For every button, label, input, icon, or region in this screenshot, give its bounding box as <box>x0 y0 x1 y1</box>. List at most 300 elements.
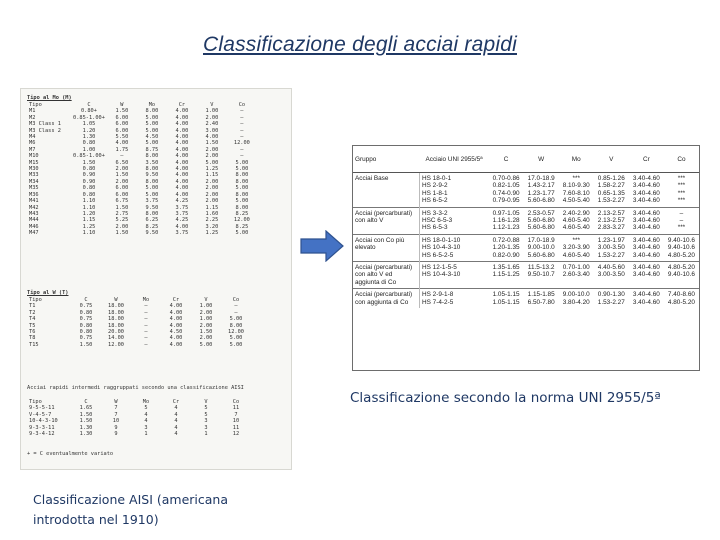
table-cell: 7.40-8.60 <box>667 291 695 299</box>
table-cell: 0.80 <box>82 166 96 173</box>
table-cell: M6 <box>29 140 36 147</box>
steel-group-row <box>353 289 699 308</box>
section-w-title: Tipo al W (T) <box>27 290 69 296</box>
table-cell: – <box>679 217 684 225</box>
group-column <box>489 173 524 208</box>
table-cell: 12 <box>232 431 240 438</box>
table-cell: *** <box>677 189 686 197</box>
table-cell: M15 <box>29 159 39 166</box>
table-cell: 3.40-4.60 <box>632 224 660 232</box>
column-header: V <box>210 102 214 108</box>
table-cell: M3 Class 1 <box>29 121 61 128</box>
table-cell: 4.00 <box>175 159 189 166</box>
group-name: Acciai (percarburati) con alto V ed aggiunta di Co <box>353 262 420 289</box>
table-cell: – <box>679 209 684 217</box>
group-column <box>420 262 489 289</box>
table-cell: 5.00 <box>235 159 249 166</box>
table-cell: 8.00 <box>145 178 159 185</box>
section-mo-title: Tipo al Mo (M) <box>27 95 72 101</box>
table-cell: 0.80 <box>82 140 96 147</box>
table-cell: 9.40-10.6 <box>667 271 695 279</box>
table-cell: 8.00 <box>235 191 249 198</box>
table-cell: 4.00 <box>175 127 189 134</box>
table-cell: 11.5-13.2 <box>527 264 555 272</box>
table-cell: 1.16-1.28 <box>492 217 520 225</box>
table-cell: M3 Class 2 <box>29 127 61 134</box>
group-column <box>489 262 524 289</box>
table-cell: 6.00 <box>115 114 129 121</box>
table-cell: 3.20 <box>205 223 219 230</box>
group-column <box>559 289 594 308</box>
table-cell: 1.10 <box>82 204 96 211</box>
column-header: W <box>114 297 118 303</box>
table-cell: 4.00 <box>169 341 183 348</box>
table-cell: HS 3-3-2 <box>422 209 448 217</box>
table-cell: 3.40-4.60 <box>632 251 660 259</box>
column-header: Cr <box>172 399 180 405</box>
table-cell: 0.70-0.86 <box>492 175 520 182</box>
table-cell: 0.72-0.88 <box>492 236 520 244</box>
table-cell: 8.00 <box>235 204 249 211</box>
group-column <box>594 262 629 289</box>
table-cell: 8.25 <box>145 223 159 230</box>
table-cell: 0.75 <box>79 303 93 310</box>
table-cell: T5 <box>29 322 36 329</box>
column-header: C <box>87 102 91 108</box>
table-cell: 5.50 <box>115 134 129 141</box>
table-cell: 10-4-3-10 <box>29 418 58 425</box>
table-cell: 2.40-2.90 <box>562 209 590 217</box>
column-header: Co <box>232 399 240 405</box>
table-cell: 3.40-4.60 <box>632 264 660 272</box>
table-cell: 9.00-10.0 <box>562 291 590 299</box>
group-column <box>524 173 559 208</box>
table-cell: 1.25 <box>82 223 96 230</box>
table-cell: 0.90 <box>82 172 96 179</box>
table-cell: 2.60-3.40 <box>562 271 590 279</box>
table-cell: 12.00 <box>233 217 250 224</box>
table-cell: 17.0-18.9 <box>527 236 555 244</box>
table-cell: 3.75 <box>175 210 189 217</box>
table-cell: M41 <box>29 198 39 205</box>
table-cell: – <box>144 322 148 329</box>
column-header: W <box>524 146 559 173</box>
slide-title: Classificazione degli acciai rapidi <box>203 33 517 56</box>
table-cell: 1.12-1.23 <box>492 224 520 232</box>
table-cell: 2.00 <box>115 166 129 173</box>
column-header: Cr <box>172 297 180 303</box>
table-cell: 9-3-4-12 <box>29 431 55 438</box>
table-cell: 5.00 <box>235 230 249 237</box>
column-header: Mo <box>142 297 150 303</box>
table-cell: 4.00 <box>169 335 183 342</box>
table-cell: 9.50 <box>145 230 159 237</box>
column-header: C <box>84 399 88 405</box>
column-header: Cr <box>178 102 186 108</box>
table-cell: M46 <box>29 223 39 230</box>
table-cell: M47 <box>29 230 39 237</box>
table-cell: 9-5-5-11 <box>29 405 55 412</box>
table-cell: 4.00 <box>115 140 129 147</box>
table-cell: 2.83-3.27 <box>597 224 625 232</box>
table-cell: 0.85-1.00+ <box>73 153 105 160</box>
table-cell: 1.50 <box>79 341 93 348</box>
column-header: Tipo <box>29 297 42 303</box>
table-cell: 0.65-1.35 <box>597 189 625 197</box>
table-cell: 8.00 <box>145 108 159 115</box>
table-cell: – <box>144 341 148 348</box>
aisi-mo-table <box>27 102 257 237</box>
table-cell: M44 <box>29 217 39 224</box>
table-row <box>27 342 251 348</box>
column-header: Cr <box>629 146 664 173</box>
table-cell: 5.00 <box>145 140 159 147</box>
table-cell: 1 <box>204 431 208 438</box>
table-cell: 4 <box>144 411 148 418</box>
table-cell: 1.30 <box>79 431 93 438</box>
table-cell: 10 <box>112 418 120 425</box>
table-cell: HS 2-9-1-8 <box>422 291 454 299</box>
table-cell: 2.00 <box>115 178 129 185</box>
table-cell: 4 <box>174 405 178 412</box>
table-cell: 4 <box>174 418 178 425</box>
column-header: V <box>594 146 629 173</box>
table-cell: 4.00 <box>175 114 189 121</box>
table-cell: T8 <box>29 335 36 342</box>
table-cell: HS 1-8-1 <box>422 189 448 197</box>
table-cell: M10 <box>29 153 39 160</box>
group-column <box>664 289 699 308</box>
table-cell: 6.00 <box>115 191 129 198</box>
table-cell: 4.00 <box>175 191 189 198</box>
table-cell: 4.00 <box>175 134 189 141</box>
table-cell: 4.50 <box>169 329 183 336</box>
column-header: Mo <box>559 146 594 173</box>
table-cell: 1.00 <box>82 146 96 153</box>
table-cell: – <box>240 146 244 153</box>
table-cell: 3.40-4.60 <box>632 182 660 190</box>
table-cell: M2 <box>29 114 36 121</box>
table-cell: 3.80-4.20 <box>562 298 590 306</box>
table-cell: 18.00 <box>108 303 124 310</box>
table-cell: 2.00 <box>115 223 129 230</box>
column-header: W <box>120 102 124 108</box>
table-cell: 1.50 <box>115 204 129 211</box>
table-cell: 0.74-0.90 <box>492 189 520 197</box>
group-column <box>629 173 664 208</box>
table-cell: 2.13-2.57 <box>597 217 625 225</box>
table-cell: 18.00 <box>108 322 124 329</box>
table-cell: 3.40-4.60 <box>632 298 660 306</box>
right-arrow-icon <box>300 230 344 262</box>
table-cell: 1.43-2.17 <box>527 182 555 190</box>
table-cell: 3.40-4.60 <box>632 271 660 279</box>
group-column <box>594 173 629 208</box>
table-cell: 2.00 <box>205 178 219 185</box>
table-cell: 18.00 <box>108 316 124 323</box>
column-header: C <box>84 297 88 303</box>
table-cell: 7 <box>114 411 118 418</box>
table-cell: 1.05-1.15 <box>492 298 520 306</box>
table-cell: HS 10-4-3-10 <box>422 244 461 252</box>
table-cell: 9.40-10.6 <box>667 236 695 244</box>
table-cell: 20.00 <box>108 329 124 336</box>
table-cell: M30 <box>29 166 39 173</box>
table-cell: 1.60 <box>205 210 219 217</box>
table-cell: – <box>234 309 238 316</box>
table-cell: 4.00 <box>175 153 189 160</box>
table-cell: 4.00 <box>169 316 183 323</box>
table-cell: 2.13-2.57 <box>597 209 625 217</box>
table-cell: 1.15-1.85 <box>527 291 555 299</box>
table-cell: 3.40-4.60 <box>632 236 660 244</box>
steel-group-row <box>353 207 699 234</box>
table-cell: – <box>120 153 124 160</box>
table-cell: – <box>240 134 244 141</box>
group-name: Acciai Base <box>353 173 420 208</box>
table-cell: – <box>240 121 244 128</box>
table-cell: 4.00 <box>175 172 189 179</box>
table-cell: 1.30 <box>79 424 93 431</box>
table-cell: 1.20 <box>82 210 96 217</box>
table-cell: – <box>144 329 148 336</box>
table-cell: 1.53-2.27 <box>597 197 625 205</box>
table-cell: 4.00 <box>175 108 189 115</box>
table-cell: 4.00 <box>169 309 183 316</box>
table-cell: 2.00 <box>199 322 213 329</box>
table-cell: 2.53-0.57 <box>527 209 555 217</box>
table-cell: 1.23-1.97 <box>597 236 625 244</box>
table-cell: 3.40-4.60 <box>632 189 660 197</box>
table-cell: 2.25 <box>205 217 219 224</box>
aisi-footnote: + = C eventualmente variato <box>27 451 114 457</box>
table-cell: 5 <box>204 411 208 418</box>
table-cell: 7 <box>234 411 238 418</box>
caption-aisi: Classificazione AISI (americana introdotta nel 1910) <box>33 492 228 527</box>
group-column <box>420 234 489 261</box>
table-cell: 0.85-1.00+ <box>73 114 105 121</box>
table-cell: 4 <box>174 424 178 431</box>
table-cell: M4 <box>29 134 36 141</box>
table-cell: 4.00 <box>169 303 183 310</box>
table-cell: 8.25 <box>235 210 249 217</box>
table-cell: 6.00 <box>115 127 129 134</box>
column-header: V <box>204 297 208 303</box>
table-cell: 4.00 <box>175 185 189 192</box>
table-cell: 4.00 <box>175 166 189 173</box>
group-column <box>629 234 664 261</box>
table-cell: 2.00 <box>199 335 213 342</box>
group-column <box>629 207 664 234</box>
group-column <box>489 207 524 234</box>
table-cell: 3.75 <box>175 204 189 211</box>
table-cell: 3.40-4.60 <box>632 244 660 252</box>
group-column <box>629 289 664 308</box>
table-cell: 0.80 <box>82 185 96 192</box>
table-cell: 5.00 <box>145 114 159 121</box>
table-cell: – <box>144 309 148 316</box>
aisi-intermediate-table <box>27 399 251 437</box>
table-cell: 4.00 <box>169 322 183 329</box>
table-cell: 9.50-10.7 <box>527 271 555 279</box>
table-cell: M36 <box>29 191 39 198</box>
table-cell: 4.00 <box>175 146 189 153</box>
table-cell: 1.35-1.65 <box>492 264 520 272</box>
table-cell: 5 <box>144 405 148 412</box>
table-cell: 5.00 <box>145 185 159 192</box>
uni-classification-table <box>352 145 700 371</box>
table-cell: 6.50-7.80 <box>527 298 555 306</box>
table-cell: 8.00 <box>145 166 159 173</box>
table-cell: 0.75 <box>79 316 93 323</box>
table-cell: 3.20-3.90 <box>562 244 590 252</box>
table-cell: 6.00 <box>115 121 129 128</box>
table-cell: 11 <box>232 405 240 412</box>
group-column <box>559 262 594 289</box>
group-name: Acciai con Co più elevato <box>353 234 420 261</box>
table-cell: 3.40-4.60 <box>632 175 660 182</box>
table-cell: 5 <box>204 405 208 412</box>
table-cell: 2.00 <box>205 153 219 160</box>
table-cell: 4.00 <box>175 223 189 230</box>
table-cell: 1.25 <box>205 166 219 173</box>
table-cell: 2.75 <box>115 210 129 217</box>
table-cell: M1 <box>29 108 36 115</box>
table-cell: HS 18-0-1 <box>422 175 452 182</box>
table-cell: 1.65 <box>79 405 93 412</box>
table-cell: T15 <box>29 341 39 348</box>
table-cell: 0.90-1.30 <box>597 291 625 299</box>
table-cell: 3.40-4.60 <box>632 291 660 299</box>
table-cell: 8.00 <box>145 210 159 217</box>
table-cell: 3.40-4.60 <box>632 209 660 217</box>
table-cell: 1.50 <box>79 411 93 418</box>
table-cell: 5.00 <box>229 316 243 323</box>
table-cell: 4.50-5.40 <box>562 197 590 205</box>
table-cell: HS 12-1-5-5 <box>422 264 457 272</box>
table-cell: 0.97-1.05 <box>492 209 520 217</box>
group-name: Acciai (percarburati) con aggiunta di Co <box>353 289 420 308</box>
table-cell: 5.00 <box>235 198 249 205</box>
table-cell: – <box>234 303 238 310</box>
table-cell: 3.00 <box>205 127 219 134</box>
table-cell: 4.80-5.20 <box>667 264 695 272</box>
table-cell: 9.50 <box>145 204 159 211</box>
table-cell: 1.20 <box>82 127 96 134</box>
table-cell: 8.00 <box>145 153 159 160</box>
group-column <box>420 207 489 234</box>
table-cell: 4.60-5.40 <box>562 251 590 259</box>
table-cell: 5.60-6.80 <box>527 217 555 225</box>
group-column <box>524 289 559 308</box>
aisi-note: Acciai rapidi intermedi raggruppati secondo una classificazione AISI <box>27 385 244 391</box>
table-cell: 2.00 <box>205 185 219 192</box>
table-cell: – <box>240 114 244 121</box>
table-cell: 4 <box>144 418 148 425</box>
group-column <box>489 234 524 261</box>
aisi-w-table <box>27 297 251 348</box>
table-cell: 0.80 <box>79 322 93 329</box>
table-cell: M33 <box>29 172 39 179</box>
table-cell: 3 <box>144 424 148 431</box>
table-cell: 6.75 <box>115 198 129 205</box>
table-cell: 0.82-0.90 <box>492 251 520 259</box>
table-cell: – <box>144 316 148 323</box>
table-cell: 1.50 <box>199 329 213 336</box>
table-cell: 5.00 <box>145 121 159 128</box>
table-cell: 12.00 <box>108 341 124 348</box>
table-cell: 5.25 <box>115 217 129 224</box>
group-column <box>629 262 664 289</box>
table-cell: 1.50 <box>115 230 129 237</box>
table-cell: T1 <box>29 303 36 310</box>
table-cell: 5.60-6.80 <box>527 251 555 259</box>
table-cell: 5.00 <box>205 159 219 166</box>
table-cell: HS 6-5-2 <box>422 197 448 205</box>
group-column <box>559 207 594 234</box>
table-cell: 3.40-4.60 <box>632 197 660 205</box>
table-cell: 0.80 <box>79 329 93 336</box>
table-cell: – <box>240 153 244 160</box>
table-cell: 3.00-3.50 <box>597 271 625 279</box>
table-cell: *** <box>677 175 686 182</box>
table-cell: 1.50 <box>79 418 93 425</box>
table-cell: 4.00 <box>175 121 189 128</box>
table-cell: 3.75 <box>175 230 189 237</box>
table-cell: *** <box>677 224 686 232</box>
table-cell: M7 <box>29 146 36 153</box>
table-cell: 9-3-3-11 <box>29 424 55 431</box>
table-cell: 8.25 <box>235 223 249 230</box>
table-cell: 8.00 <box>235 172 249 179</box>
table-cell: 0.80 <box>79 309 93 316</box>
table-cell: 3 <box>204 418 208 425</box>
table-cell: 8.75 <box>145 146 159 153</box>
table-cell: 5.00 <box>145 127 159 134</box>
table-cell: 4.00 <box>205 134 219 141</box>
table-cell: 9 <box>114 424 118 431</box>
table-cell: – <box>144 335 148 342</box>
table-cell: 1.00 <box>199 303 213 310</box>
table-cell: 0.70-1.00 <box>562 264 590 272</box>
table-cell: 1.30 <box>82 134 96 141</box>
group-column <box>524 262 559 289</box>
table-cell: 4 <box>174 431 178 438</box>
table-cell: 0.79-0.95 <box>492 197 520 205</box>
table-cell: 4.60-5.40 <box>562 217 590 225</box>
table-cell: 11 <box>232 424 240 431</box>
table-cell: 0.80 <box>82 191 96 198</box>
table-cell: 1.15-1.25 <box>492 271 520 279</box>
group-column <box>559 234 594 261</box>
group-column <box>559 173 594 208</box>
table-cell: 9.40-10.6 <box>667 244 695 252</box>
table-cell: 4.80-5.20 <box>667 251 695 259</box>
table-cell: 1.50 <box>115 108 129 115</box>
table-cell: 1.10 <box>82 230 96 237</box>
table-cell: 8.10-9.30 <box>562 182 590 190</box>
table-cell: HS 6-5-3 <box>422 224 448 232</box>
table-cell: M34 <box>29 178 39 185</box>
table-cell: 1.50 <box>205 140 219 147</box>
table-cell: 2.00 <box>205 198 219 205</box>
table-cell: 1.23-1.77 <box>527 189 555 197</box>
table-cell: 2.00 <box>205 114 219 121</box>
table-row <box>27 431 251 437</box>
column-header: Mo <box>148 102 156 108</box>
table-cell: HS 2-9-2 <box>422 182 448 190</box>
table-cell: 1.53-2.27 <box>597 298 625 306</box>
